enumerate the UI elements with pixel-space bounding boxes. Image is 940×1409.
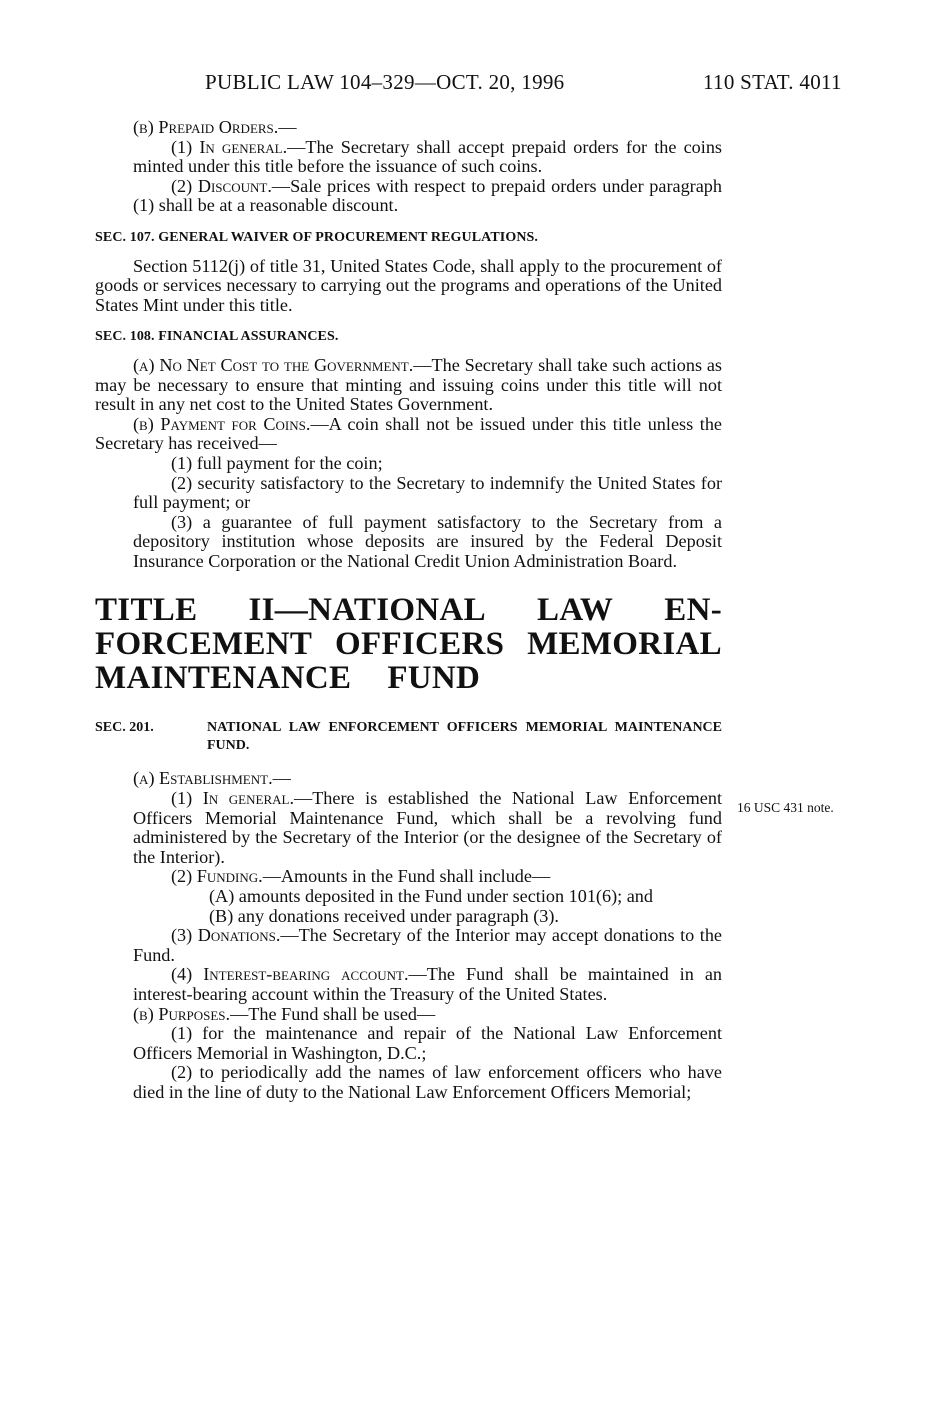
title-2-heading: TITLE II—NATIONAL LAW EN- FORCEMENT OFFICERS MEMORIAL MAINTENANCE FUND: [95, 592, 722, 697]
sec-108-heading: SEC. 108. FINANCIAL ASSURANCES.: [95, 329, 339, 345]
sec-107-text: Section 5112(j) of title 31, United States Code, shall apply to the procurement of goods or services necessary to carrying out the programs and operations of the United States Mint under this title.: [95, 255, 722, 315]
prepaid-para-2: (2) Discount.—Sale prices with respect to prepaid orders under paragraph (1) shall be at a reasonable discount.: [133, 175, 722, 216]
prepaid-para-1: (1) In general.—The Secretary shall accept prepaid orders for the coins minted under this title before the issuance of such coins.: [133, 136, 722, 177]
sec-201-a-para-2: (2) Funding.—Amounts in the Fund shall include—: [171, 866, 551, 887]
sec-201-a-para-1: (1) In general.—There is established the National Law Enforcement Officers Memorial Maintenance Fund, which shall be a revolving fund administered by the Secretary of the Interior (or the designee of the Secretary of the Interior).: [133, 788, 723, 867]
document-body: [95, 118, 722, 1103]
sec-108-subsection-b: (b) Payment for Coins.—A coin shall not be issued under this title unless the Secretary has received—: [95, 413, 722, 454]
sec-108-subsection-a: (a) No Net Cost to the Government.—The Secretary shall take such actions as may be necessary to ensure that minting and issuing coins under this title will not result in any net cost to the United States Government.: [95, 354, 722, 415]
sec-201-establishment-heading: (a) Establishment.—: [133, 768, 291, 789]
sec-108-b-para-1: (1) full payment for the coin;: [171, 452, 383, 473]
sec-201-a-2-B: (B) any donations received under paragraph (3).: [209, 905, 559, 926]
sec-108-b-para-3: (3) a guarantee of full payment satisfactory to the Secretary from a depository institution whose deposits are insured by the Federal Deposit Insurance Corporation or the National Credit Union Administration Board.: [133, 511, 722, 571]
sec-201-heading: SEC. 201. NATIONAL LAW ENFORCEMENT OFFICERS MEMORIAL MAINTENANCE FUND.: [95, 720, 722, 754]
margin-citation-note: 16 USC 431 note.: [737, 800, 834, 815]
sec-201-purposes: (b) Purposes.—The Fund shall be used—: [133, 1003, 436, 1024]
sec-201-a-para-3: (3) Donations.—The Secretary of the Interior may accept donations to the Fund.: [133, 925, 723, 965]
sec-201-b-para-1: (1) for the maintenance and repair of the National Law Enforcement Officers Memorial in Washington, D.C.;: [133, 1023, 722, 1063]
header-stat-page: 110 STAT. 4011: [703, 70, 842, 94]
sec-201-b-para-2: (2) to periodically add the names of law enforcement officers who have died in the line of duty to the National Law Enforcement Officers Memorial;: [133, 1062, 722, 1102]
header-public-law: PUBLIC LAW 104–329—OCT. 20, 1996: [205, 70, 565, 94]
sec-107-heading: SEC. 107. GENERAL WAIVER OF PROCUREMENT REGULATIONS.: [95, 229, 539, 245]
prepaid-orders-heading: (b) Prepaid Orders.—: [133, 117, 297, 137]
sec-108-b-para-2: (2) security satisfactory to the Secretary to indemnify the United States for full payment; or: [133, 472, 722, 513]
sec-201-a-2-A: (A) amounts deposited in the Fund under section 101(6); and: [209, 886, 653, 907]
sec-201-a-para-4: (4) Interest-bearing account.—The Fund shall be maintained in an interest-bearing account within the Treasury of the United States.: [133, 964, 722, 1004]
